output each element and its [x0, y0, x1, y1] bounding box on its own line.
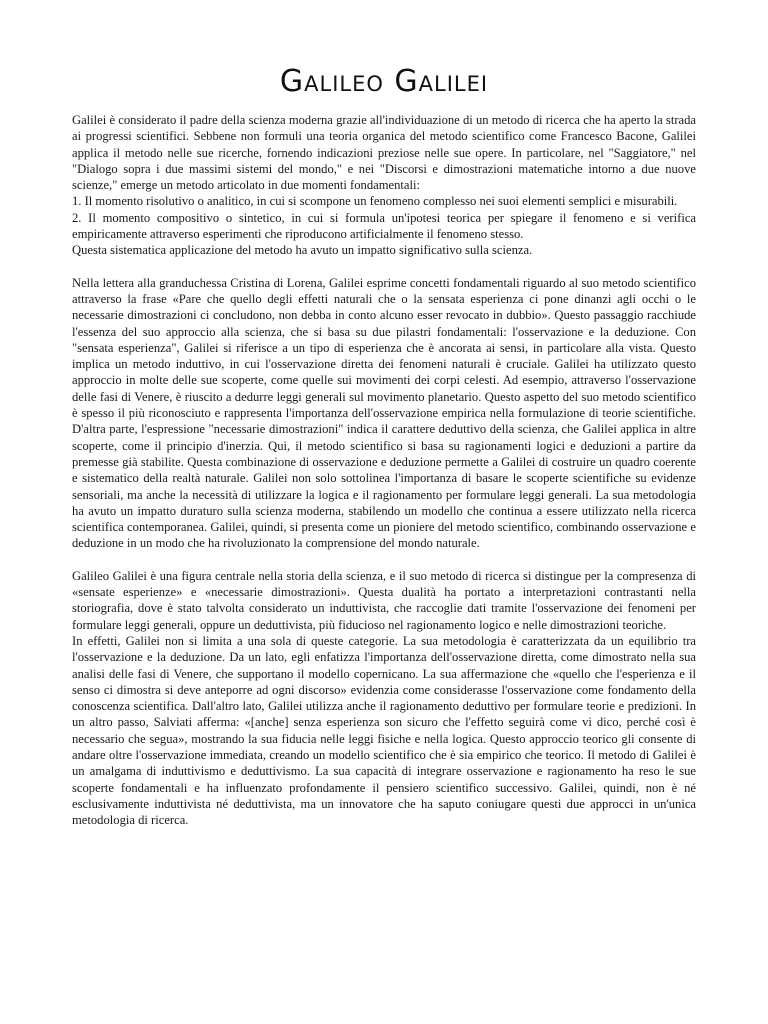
paragraph-gap: [72, 552, 696, 568]
list-item-1: 1. Il momento risolutivo o analitico, in cui si scompone un fenomeno complesso nei suoi elementi semplici e misurabili.: [72, 194, 678, 209]
document-title: Galileo Galilei: [279, 64, 489, 99]
conclusion-line: Questa sistematica applicazione del metodo ha avuto un impatto significativo sulla scienza.: [72, 243, 533, 258]
list-item-2: 2. Il momento compositivo o sintetico, in cui si formula un'ipotesi teorica per spiegare il fenomeno e si verifica empiricamente attraverso esperimenti che riproducono artificialmente il fenomeno stesso.: [72, 210, 696, 242]
section-3: [72, 568, 696, 829]
lorena-letter-paragraph: Nella lettera alla granduchessa Cristina di Lorena, Galilei esprime concetti fondamentali riguardo al suo metodo scientifico attraverso la frase «Pare che quello degli effetti naturali che o la sensata esperienza ci pone dinanzi agli occhi o le necessarie dimostrazioni ci concludono, non debba in conto alcuno esser revocato in dubbio». Questo passaggio racchiude l'essenza del suo approccio alla scienza, che si basa su due pilastri fondamentali: l'osservazione e la deduzione. Con "sensata esperienza", Galilei si riferisce a un tipo di esperienza che è ancorata ai sensi, in particolare alla vista. Questo implica un metodo induttivo, in cui l'osservazione diretta dei fenomeni naturali è cruciale. Galilei ha utilizzato questo approccio in molte delle sue scoperte, come quelle sui movimenti dei corpi celesti. Ad esempio, attraverso l'osservazione delle fasi di Venere, è riuscito a dedurre leggi generali sul movimento planetario. Questo aspetto del suo metodo scientifico è spesso il più riconosciuto e rappresenta l'importanza dell'osservazione empirica nella formulazione di teorie scientifiche. D'altra parte, l'espressione "necessarie dimostrazioni" indica il carattere deduttivo della scienza, che Galilei applica in altre scoperte, come il principio d'inerzia. Qui, il metodo scientifico si basa su ragionamenti logici e deduzioni a partire da premesse già stabilite. Questa combinazione di osservazione e deduzione permette a Galilei di costruire un quadro coerente e sistematico della realtà naturale. Galilei non solo sottolinea l'importanza di basare le scoperte scientifiche su evidenze sensoriali, ma anche la necessità di utilizzare la logica e il ragionamento per formulare leggi generali. La sua metodologia ha avuto un impatto duraturo sulla scienza moderna, stabilendo un modello che continua a essere utilizzato nella ricerca scientifica contemporanea. Galilei, quindi, si presenta come un pioniere del metodo scientifico, combinando osservazione e deduzione in un modo che ha rivoluzionato la comprensione del mondo naturale.: [72, 275, 696, 551]
duality-paragraph: Galileo Galilei è una figura centrale nella storia della scienza, e il suo metodo di ricerca si distingue per la compresenza di «sensate esperienze» e «necessarie dimostrazioni». Questa dualità ha portato a interpretazioni contrastanti nella storiografia, dove è stato talvolta considerato un induttivista, che raccoglie dati tramite l'osservazione dei fenomeni per formulare leggi generali, oppure un deduttivista, più fiducioso nel ragionamento logico e nelle dimostrazioni teoriche.: [72, 568, 696, 632]
paragraph-gap: [72, 259, 696, 275]
section-2: [72, 275, 696, 552]
section-1: [72, 112, 696, 259]
method-paragraph: In effetti, Galilei non si limita a una sola di queste categorie. La sua metodologia è caratterizzata da un equilibrio tra l'osservazione e la deduzione. Da un lato, egli enfatizza l'importanza dell'osservazione diretta, come dimostrato nella sua analisi delle fasi di Venere, che supportano il modello copernicano. La sua affermazione che «quello che l'esperienza e il senso ci dimostra si deve anteporre ad ogni discorso» evidenzia come considerasse l'osservazione come fondamento della conoscenza scientifica. Dall'altro lato, Galilei utilizza anche il ragionamento deduttivo per formulare teorie e predizioni. In un altro passo, Salviati afferma: «[anche] senza esperienza son sicuro che l'effetto seguirà come vi dico, perché così è necessario che segua», mostrando la sua fiducia nelle leggi fisiche e nella logica. Questo approccio teorico gli consente di andare oltre l'osservazione immediata, creando un modello scientifico che è sia empirico che teorico. Il metodo di Galilei è un amalgama di induttivismo e deduttivismo. La sua capacità di integrare osservazione e ragionamento ha reso le sue scoperte fondamentali e ha influenzato profondamente il pensiero scientifico successivo. Galilei, quindi, non è né esclusivamente induttivista né deduttivista, ma un innovatore che ha saputo coniugare questi due approcci in un'unica metodologia di ricerca.: [72, 633, 696, 828]
intro-paragraph: Galilei è considerato il padre della scienza moderna grazie all'individuazione di un metodo di ricerca che ha aperto la strada ai progressi scientifici. Sebbene non formuli una teoria organica del metodo scientifico come Francesco Bacone, Galilei applica il metodo nelle sue ricerche, fornendo indicazioni preziose nelle sue opere. In particolare, nel "Saggiatore," nel "Dialogo sopra i due massimi sistemi del mondo," e nei "Discorsi e dimostrazioni matematiche intorno a due nuove scienze," emerge un metodo articolato in due momenti fondamentali:: [72, 113, 696, 193]
